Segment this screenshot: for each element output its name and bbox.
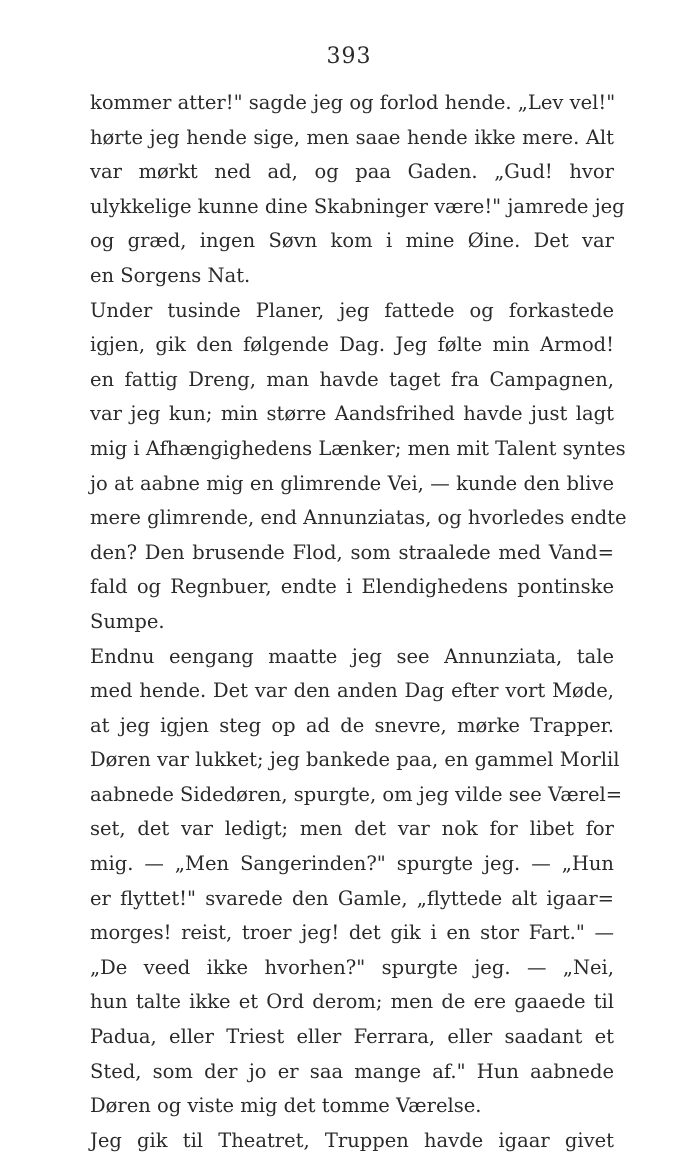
text-line: morges! reist, troer jeg! det gik i en stor Fart." — [90, 921, 614, 945]
text-line: mig i Afhængighedens Lænker; men mit Talent syntes [90, 436, 626, 460]
text-line: var jeg kun; min større Aandsfrihed havde just lagt [90, 402, 614, 426]
text-line: er flyttet!" svarede den Gamle, „flyttede alt igaar= [90, 886, 614, 910]
text-line: igjen, gik den følgende Dag. Jeg følte min Armod! [90, 333, 614, 357]
text-line: ulykkelige kunne dine Skabninger være!" jamrede jeg [90, 194, 625, 218]
text-line: Padua, eller Triest eller Ferrara, eller saadant et [90, 1025, 614, 1049]
text-line: mig. — „Men Sangerinden?" spurgte jeg. — „Hun [90, 852, 614, 876]
text-line: var mørkt ned ad, og paa Gaden. „Gud! hvor [90, 160, 614, 184]
text-line: jo at aabne mig en glimrende Vei, — kunde den blive [90, 471, 614, 495]
text-line: Døren og viste mig det tomme Værelse. [90, 1094, 482, 1118]
text-line: og græd, ingen Søvn kom i mine Øine. Det var [90, 229, 614, 253]
text-line: Jeg gik til Theatret, Truppen havde igaar givet [90, 1128, 614, 1152]
text-line: Endnu eengang maatte jeg see Annunziata, tale [90, 644, 614, 668]
text-line: kommer atter!" sagde jeg og forlod hende. „Lev vel!" [90, 91, 616, 114]
text-line: Sumpe. [90, 609, 165, 633]
text-line: at jeg igjen steg op ad de snevre, mørke Trapper. [90, 713, 614, 737]
text-line: aabnede Sidedøren, spurgte, om jeg vilde see Værel= [90, 782, 623, 806]
text-line: en Sorgens Nat. [90, 263, 251, 287]
text-line: mere glimrende, end Annunziatas, og hvorledes endte [90, 506, 627, 530]
text-line: „De veed ikke hvorhen?" spurgte jeg. — „Nei, [90, 955, 614, 979]
text-line: Under tusinde Planer, jeg fattede og forkastede [90, 298, 614, 322]
text-line: Døren var lukket; jeg bankede paa, en gammel Morlil [90, 748, 620, 772]
text-line: fald og Regnbuer, endte i Elendighedens pontinske [90, 575, 614, 599]
text-line: set, det var ledigt; men det var nok for libet for [90, 817, 614, 841]
text-line: hørte jeg hende sige, men saae hende ikke mere. Alt [90, 125, 614, 149]
text-line: Sted, som der jo er saa mange af." Hun aabnede [90, 1059, 614, 1083]
text-line: den? Den brusende Flod, som straalede med Vand= [90, 540, 614, 564]
body-text [90, 86, 627, 1158]
text-line: med hende. Det var den anden Dag efter vort Møde, [90, 679, 614, 703]
text-line: en fattig Dreng, man havde taget fra Campagnen, [90, 367, 614, 391]
text-line: hun talte ikke et Ord derom; men de ere gaaede til [90, 990, 614, 1014]
page-number: 393 [326, 44, 372, 69]
